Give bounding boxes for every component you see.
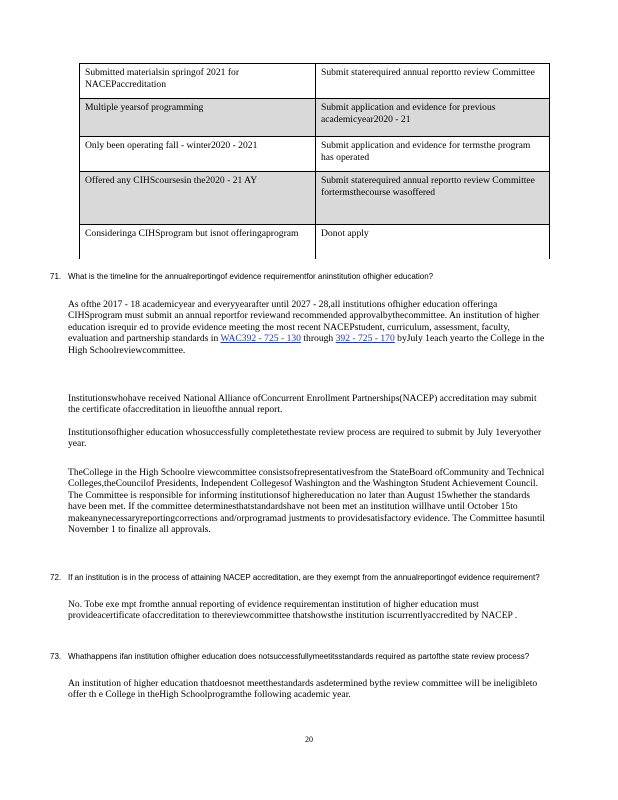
timeline-table bbox=[79, 63, 550, 259]
question-number: 71. bbox=[50, 272, 62, 281]
table-row bbox=[80, 225, 550, 260]
wac-link-130[interactable]: WAC392 - 725 - 130 bbox=[220, 333, 301, 345]
question-73 bbox=[50, 652, 550, 662]
table-row bbox=[80, 172, 550, 225]
page-number: 20 bbox=[305, 735, 313, 744]
answer-text: As ofthe 2017 - 18 academicyear and everyyearafter until 2027 - 28,all institutions ofhigher education offeringa CIHSprogram must submit an annual reportfor reviewand recommended approvalbythecommittee. An institution of higher education isrequir ed to provide evidence meeting the most recent NACEPstudent, curriculum, assessment, faculty, evaluation and partnership standards in bbox=[68, 299, 540, 345]
question-text: If an institution is in the process of attaining NACEP accreditation, are they exempt from the annualreportingof evidence requirement? bbox=[68, 573, 540, 582]
table-cell-action: Submit staterequired annual reportto review Committee bbox=[316, 64, 550, 99]
table-row bbox=[80, 137, 550, 172]
question-72 bbox=[50, 573, 550, 583]
answer-71-paragraph-4: TheCollege in the High Schoolre viewcommittee consistsofrepresentativesfrom the StateBoard ofCommunity and Technical Colleges,theCouncilof Presidents, Independent Collegesof Washington and the Washington Student Achievement Council. The Committee is responsible for informing institutionsof highereducation no later than August 15whether the standards have been met. If the committee determinesthatstandardshave not been met an institution willhave until October 15to makeanynecessaryreportingcorrections and/orprogramad justments to providesatisfactory evidence. The Committee hasuntil November 1 to finalize all approvals. bbox=[68, 467, 545, 536]
table-cell-action: Donot apply bbox=[316, 225, 550, 260]
question-text: What is the timeline for the annualreportingof evidence requirementfor aninstitution ofhigher education? bbox=[68, 272, 434, 281]
table-cell-situation: Submitted materialsin springof 2021 for NACEPaccreditation bbox=[80, 64, 316, 99]
answer-71-paragraph-2: Institutionswhohave received National Alliance ofConcurrent Enrollment Partnerships(NACEP) accreditation may submit the certificate ofaccreditation in lieuofthe annual report. bbox=[68, 393, 537, 416]
question-71 bbox=[50, 272, 550, 282]
question-number: 73. bbox=[50, 652, 62, 661]
table-cell-action: Submit application and evidence for termsthe program has operated bbox=[316, 137, 550, 172]
question-text: Whathappens ifan institution ofhigher education does notsuccessfullymeetitsstandards required as partofthe state review process? bbox=[68, 652, 530, 661]
answer-72: No. Tobe exe mpt fromthe annual reporting of evidence requirementan institution of higher education must provideacertificate ofaccreditation to thereviewcommittee thatshowsthe institution iscurrentlyaccredited by NACEP . bbox=[68, 599, 518, 622]
table-cell-situation: Consideringa CIHSprogram but isnot offeringaprogram bbox=[80, 225, 316, 260]
answer-71-paragraph-1 bbox=[68, 299, 550, 356]
question-number: 72. bbox=[50, 573, 62, 582]
answer-text: byJuly 1each yearto the College in the High Schoolreviewcommittee. bbox=[68, 333, 545, 356]
table-row bbox=[80, 64, 550, 99]
answer-73: An institution of higher education thatdoesnot meetthestandards asdetermined bythe review committee will be ineligibleto offer th e College in theHigh Schoolprogramthe following academic year. bbox=[68, 678, 538, 701]
table-cell-action: Submit application and evidence for previous academicyear2020 - 21 bbox=[316, 99, 550, 137]
table-cell-action: Submit staterequired annual reportto review Committee fortermsthecourse wasoffered bbox=[316, 172, 550, 225]
table-cell-situation: Offered any CIHScoursesin the2020 - 21 AY bbox=[80, 172, 316, 225]
answer-text: through bbox=[300, 333, 336, 345]
wac-link-170[interactable]: 392 - 725 - 170 bbox=[335, 333, 395, 345]
table-row bbox=[80, 99, 550, 137]
answer-71-paragraph-3: Institutionsofhigher education whosuccessfully completethestate review process are required to submit by July 1everyother year. bbox=[68, 427, 542, 450]
table-cell-situation: Multiple yearsof programming bbox=[80, 99, 316, 137]
table-cell-situation: Only been operating fall - winter2020 - 2021 bbox=[80, 137, 316, 172]
